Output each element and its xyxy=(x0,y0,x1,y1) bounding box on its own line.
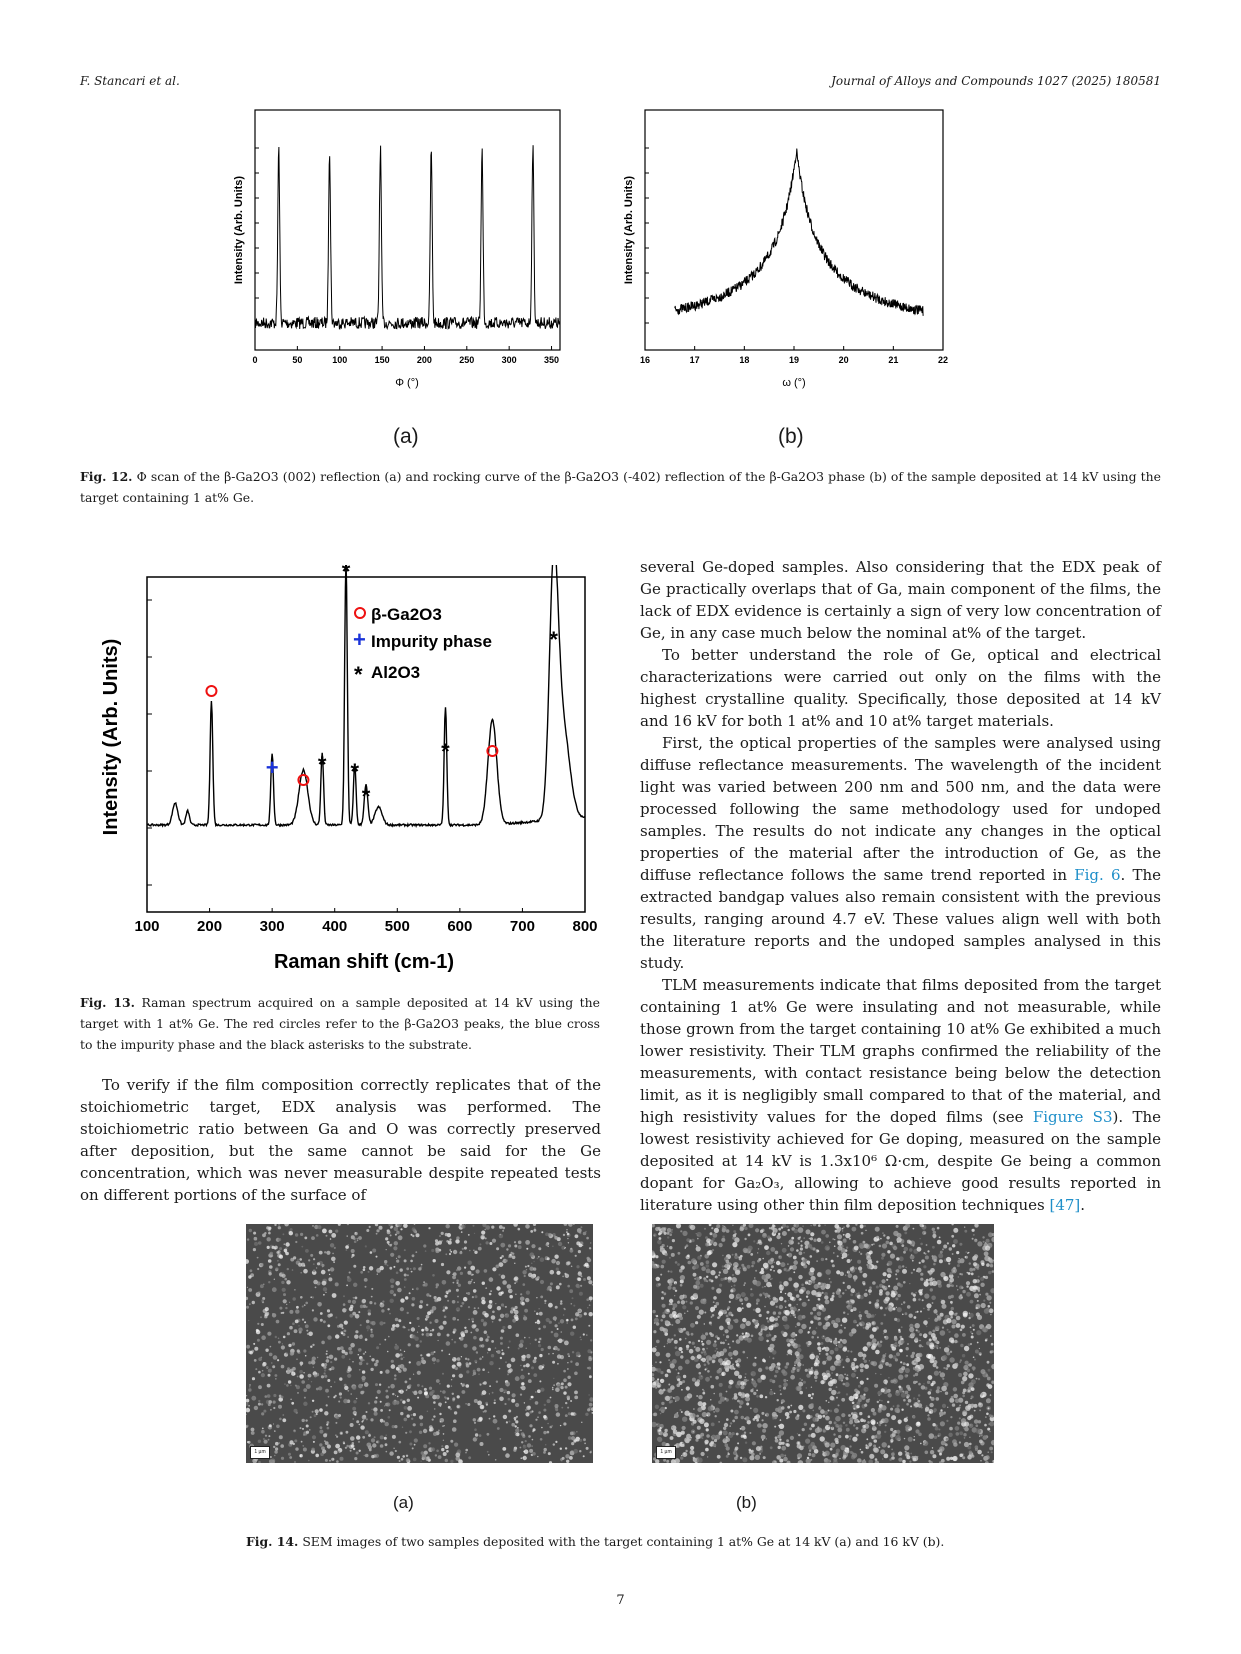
fig12-caption-label: Fig. 12. xyxy=(80,469,133,484)
fig12b-rocking-curve-chart xyxy=(615,108,955,398)
fig13-legend-ga2o3: β-Ga2O3 xyxy=(371,605,442,624)
fig13-x-tick-4: 500 xyxy=(384,918,410,935)
fig13-x-tick-6: 700 xyxy=(509,918,535,935)
fig12a-x-tick-6: 300 xyxy=(501,355,517,365)
fig12b-x-tick-1: 17 xyxy=(689,355,700,365)
fig14-panel-b-label: (b) xyxy=(736,1493,757,1512)
fig12a-x-tick-7: 350 xyxy=(544,355,560,365)
fig12a-xlabel: Φ (°) xyxy=(395,377,419,389)
paragraph-3-text-b: . The extracted bandgap values also remain consistent with the previous results, ranging around 4.7 eV. These values align well with both the literature reports and the undoped samples analysed in this study. xyxy=(640,866,1161,972)
fig14b-scale-bar: 1 µm xyxy=(656,1446,676,1459)
fig12a-x-tick-0: 0 xyxy=(252,355,258,365)
fig13-al2o3-marker-4: * xyxy=(441,739,450,764)
fig14-caption xyxy=(246,1531,1046,1552)
fig13-ga2o3-marker-0 xyxy=(206,686,216,696)
fig12a-phi-scan-chart xyxy=(225,108,565,398)
paragraph-4-text-a: TLM measurements indicate that films deposited from the target containing 1 at% Ge were insulating and not measurable, while those grown from the target containing 10 at% Ge exhibited a much lower resistivity. Their TLM graphs confirmed the reliability of the measurements, with contact resistance being below the detection limit, as it is negligibly small compared to that of the material, and high resistivity values for the doped films (see xyxy=(640,976,1161,1126)
fig12-caption xyxy=(80,466,1161,508)
fig12-caption-text: Φ scan of the β-Ga2O3 (002) reflection (a) and rocking curve of the β-Ga2O3 (-402) reflection of the β-Ga2O3 phase (b) of the sample deposited at 14 kV using the target containing 1 at% Ge. xyxy=(80,469,1161,505)
fig13-caption-text: Raman spectrum acquired on a sample deposited at 14 kV using the target with 1 at% Ge. The red circles refer to the β-Ga2O3 peaks, the blue cross to the impurity phase and the black asterisks to the substrate. xyxy=(80,995,600,1052)
fig13-x-tick-7: 800 xyxy=(572,918,598,935)
fig13-legend-impurity: Impurity phase xyxy=(371,632,492,651)
fig13-x-tick-5: 600 xyxy=(447,918,473,935)
fig13-al2o3-marker-5: * xyxy=(549,627,558,652)
fig14-caption-text: SEM images of two samples deposited with the target containing 1 at% Ge at 14 kV (a) and 16 kV (b). xyxy=(302,1534,945,1549)
fig14-panel-a-label: (a) xyxy=(393,1493,414,1512)
fig13-x-tick-0: 100 xyxy=(134,918,160,935)
fig12b-xlabel: ω (°) xyxy=(782,377,806,389)
fig12a-x-tick-4: 200 xyxy=(416,355,432,365)
paragraph-4-text-c: . xyxy=(1080,1196,1086,1214)
fig12a-x-tick-2: 100 xyxy=(332,355,348,365)
fig14-sem-image-b xyxy=(652,1224,994,1463)
left-column-body xyxy=(80,1074,601,1206)
fig13-ylabel: Intensity (Arb. Units) xyxy=(100,638,122,836)
fig6-link[interactable]: Fig. 6 xyxy=(1074,866,1121,884)
fig13-al2o3-marker-0: * xyxy=(317,752,327,777)
fig13-caption xyxy=(80,992,600,1055)
fig13-caption-label: Fig. 13. xyxy=(80,995,135,1010)
fig12-panel-a-label: (a) xyxy=(393,425,419,448)
svg-text:*: * xyxy=(354,662,363,687)
fig13-al2o3-marker-2: * xyxy=(350,759,360,784)
right-column-paragraph-2: To better understand the role of Ge, optical and electrical characterizations were carried out only on the films with the highest crystalline quality. Specifically, those deposited at 14 kV and 16 kV for both 1 at% and 10 at% target materials. xyxy=(640,646,1161,730)
fig14-caption-label: Fig. 14. xyxy=(246,1534,299,1549)
right-column-paragraph-1: several Ge-doped samples. Also considering that the EDX peak of Ge practically overlaps that of Ga, main component of the films, the lack of EDX evidence is certainly a sign of very low concentration of Ge, in any case much below the nominal at% of the target. xyxy=(640,558,1161,642)
fig14-sem-image-a xyxy=(246,1224,593,1463)
fig12a-x-tick-3: 150 xyxy=(374,355,390,365)
fig13-x-tick-3: 400 xyxy=(322,918,348,935)
paragraph-4-text-b: ). The lowest resistivity achieved for Ge doping, measured on the sample deposited at 14 kV is 1.3x10⁶ Ω·cm, despite Ge being a common dopant for Ga₂O₃, allowing to achieve good results reported in literature using other thin film deposition techniques xyxy=(640,1108,1162,1214)
fig13-legend xyxy=(353,605,492,687)
paragraph-3-text-a: First, the optical properties of the samples were analysed using diffuse reflectance measurements. The wavelength of the incident light was varied between 200 nm and 500 nm, and the data were processed following the same methodology used for undoped samples. The results do not indicate any changes in the optical properties of the material after the introduction of Ge, as the diffuse reflectance follows the same trend reported in xyxy=(640,734,1161,884)
fig13-al2o3-marker-1: * xyxy=(341,565,351,584)
figure-s3-link[interactable]: Figure S3 xyxy=(1032,1108,1113,1126)
fig12a-series-line xyxy=(255,145,560,329)
fig12b-x-tick-2: 18 xyxy=(739,355,750,365)
fig12a-ylabel: Intensity (Arb. Units) xyxy=(233,175,245,285)
fig13-legend-al2o3: Al2O3 xyxy=(371,663,421,682)
fig13-impurity-marker-0: + xyxy=(265,755,279,780)
fig13-x-tick-1: 200 xyxy=(197,918,223,935)
fig13-raman-chart xyxy=(92,565,602,985)
fig12b-series-line xyxy=(675,149,923,316)
fig13-xlabel: Raman shift (cm-1) xyxy=(273,951,455,973)
running-header-authors: F. Stancari et al. xyxy=(80,74,180,88)
svg-text:+: + xyxy=(353,627,366,652)
fig12b-x-tick-6: 22 xyxy=(937,355,949,365)
right-column-paragraph-3 xyxy=(640,732,1161,974)
fig12-panel-b-label: (b) xyxy=(778,425,804,448)
fig12b-x-tick-0: 16 xyxy=(639,355,651,365)
running-header-journal: Journal of Alloys and Compounds 1027 (2025) 180581 xyxy=(831,74,1161,88)
fig13-al2o3-marker-3: * xyxy=(361,784,371,809)
right-column-body xyxy=(640,556,1161,1216)
fig12a-x-tick-5: 250 xyxy=(459,355,475,365)
fig12b-x-tick-4: 20 xyxy=(838,355,849,365)
fig14a-scale-bar: 1 µm xyxy=(250,1446,270,1459)
reference-47-link[interactable]: [47] xyxy=(1049,1196,1081,1214)
fig12a-x-tick-1: 50 xyxy=(292,355,303,365)
fig13-x-tick-2: 300 xyxy=(259,918,285,935)
page-number: 7 xyxy=(616,1593,625,1608)
fig12b-x-tick-3: 19 xyxy=(788,355,800,365)
fig12b-ylabel: Intensity (Arb. Units) xyxy=(623,175,635,285)
right-column-paragraph-4 xyxy=(640,974,1161,1216)
fig12b-x-tick-5: 21 xyxy=(888,355,899,365)
left-column-paragraph-1: To verify if the film composition correctly replicates that of the stoichiometric target, EDX analysis was performed. The stoichiometric ratio between Ga and O was correctly preserved after deposition, but the same cannot be said for the Ge concentration, which was never measurable despite repeated tests on different portions of the surface of xyxy=(80,1076,601,1204)
